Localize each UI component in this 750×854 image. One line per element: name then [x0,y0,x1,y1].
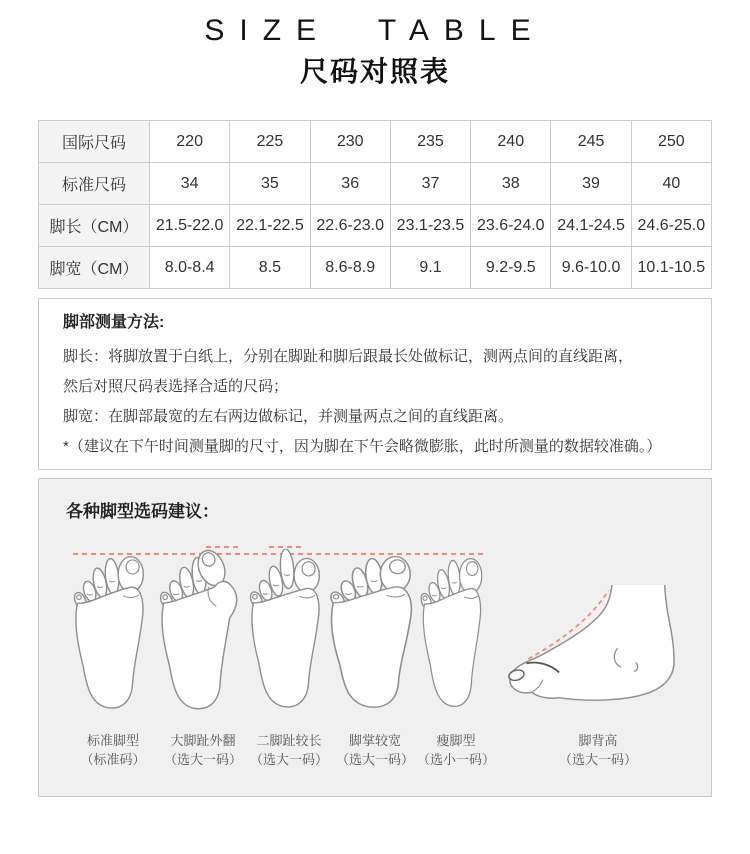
table-row-foot-length [39,205,712,247]
size-cell: 10.1-10.5 [631,247,711,289]
foot-size-advice: （选大一码） [163,752,242,767]
foot-size-advice: （选大一码） [335,752,414,767]
size-cell: 9.1 [390,247,470,289]
size-cell: 38 [471,163,551,205]
size-cell: 220 [150,121,230,163]
size-cell: 21.5-22.0 [150,205,230,247]
foot-size-advice: （标准码） [80,752,146,767]
size-cell: 230 [310,121,390,163]
foot-type-name: 脚背高 [578,733,618,748]
instruction-line: *（建议在下午时间测量脚的尺寸，因为脚在下午会略微膨胀，此时所测量的数据较准确。） [63,438,662,455]
foot-label-high-instep [538,731,658,769]
foot-slim-illustration [418,554,492,718]
foot-standard-illustration [71,552,155,720]
size-cell: 245 [551,121,631,163]
size-cell: 35 [230,163,310,205]
size-cell: 8.5 [230,247,310,289]
foot-size-advice: （选大一码） [249,752,328,767]
instruction-line: 然后对照尺码表选择合适的尺码； [63,378,289,395]
row-label: 国际尺码 [39,121,150,163]
size-cell: 9.6-10.0 [551,247,631,289]
foot-long-second-toe-illustration [247,549,331,719]
size-cell: 34 [150,163,230,205]
size-cell: 36 [310,163,390,205]
page-title-en: SIZE TABLE [204,14,546,47]
size-cell: 24.1-24.5 [551,205,631,247]
table-row-std-size [39,163,712,205]
size-cell: 235 [390,121,470,163]
foot-label-slim [396,731,516,769]
measurement-instructions [38,298,712,470]
instruction-line: 脚宽：在脚部最宽的左右两边做标记，并测量两点之间的直线距离。 [63,408,514,425]
size-cell: 8.6-8.9 [310,247,390,289]
foot-valgus-illustration [157,547,245,719]
toe-guide-dashed-segment [269,546,301,548]
foot-type-advice-section [38,478,712,797]
page-title-zh: 尺码对照表 [299,56,450,87]
foot-type-name: 标准脚型 [86,733,139,748]
size-cell: 225 [230,121,310,163]
row-label: 脚长（CM） [39,205,150,247]
foot-size-advice: （选小一码） [416,752,495,767]
size-cell: 39 [551,163,631,205]
foot-type-name: 二脚趾较长 [256,733,322,748]
size-cell: 250 [631,121,711,163]
table-row-foot-width [39,247,712,289]
size-cell: 22.6-23.0 [310,205,390,247]
size-cell: 22.1-22.5 [230,205,310,247]
foot-size-advice: （选大一码） [558,752,637,767]
instruction-line: 脚长：将脚放置于白纸上，分别在脚趾和脚后跟最长处做标记，测两点间的直线距离， [63,348,634,365]
size-cell: 24.6-25.0 [631,205,711,247]
row-label: 标准尺码 [39,163,150,205]
size-cell: 23.6-24.0 [471,205,551,247]
foot-type-name: 瘦脚型 [436,733,476,748]
size-cell: 40 [631,163,711,205]
foot-type-name: 脚掌较宽 [348,733,401,748]
foot-high-instep-illustration [501,585,683,713]
size-cell: 8.0-8.4 [150,247,230,289]
foot-advice-title: 各种脚型选码建议： [66,502,219,521]
size-table [38,120,712,289]
size-cell: 9.2-9.5 [471,247,551,289]
foot-wide-illustration [327,552,423,718]
foot-type-name: 大脚趾外翻 [170,733,236,748]
size-cell: 240 [471,121,551,163]
instructions-title: 脚部测量方法: [63,314,165,331]
size-cell: 37 [390,163,470,205]
size-cell: 23.1-23.5 [390,205,470,247]
table-row-intl-size [39,121,712,163]
row-label: 脚宽（CM） [39,247,150,289]
